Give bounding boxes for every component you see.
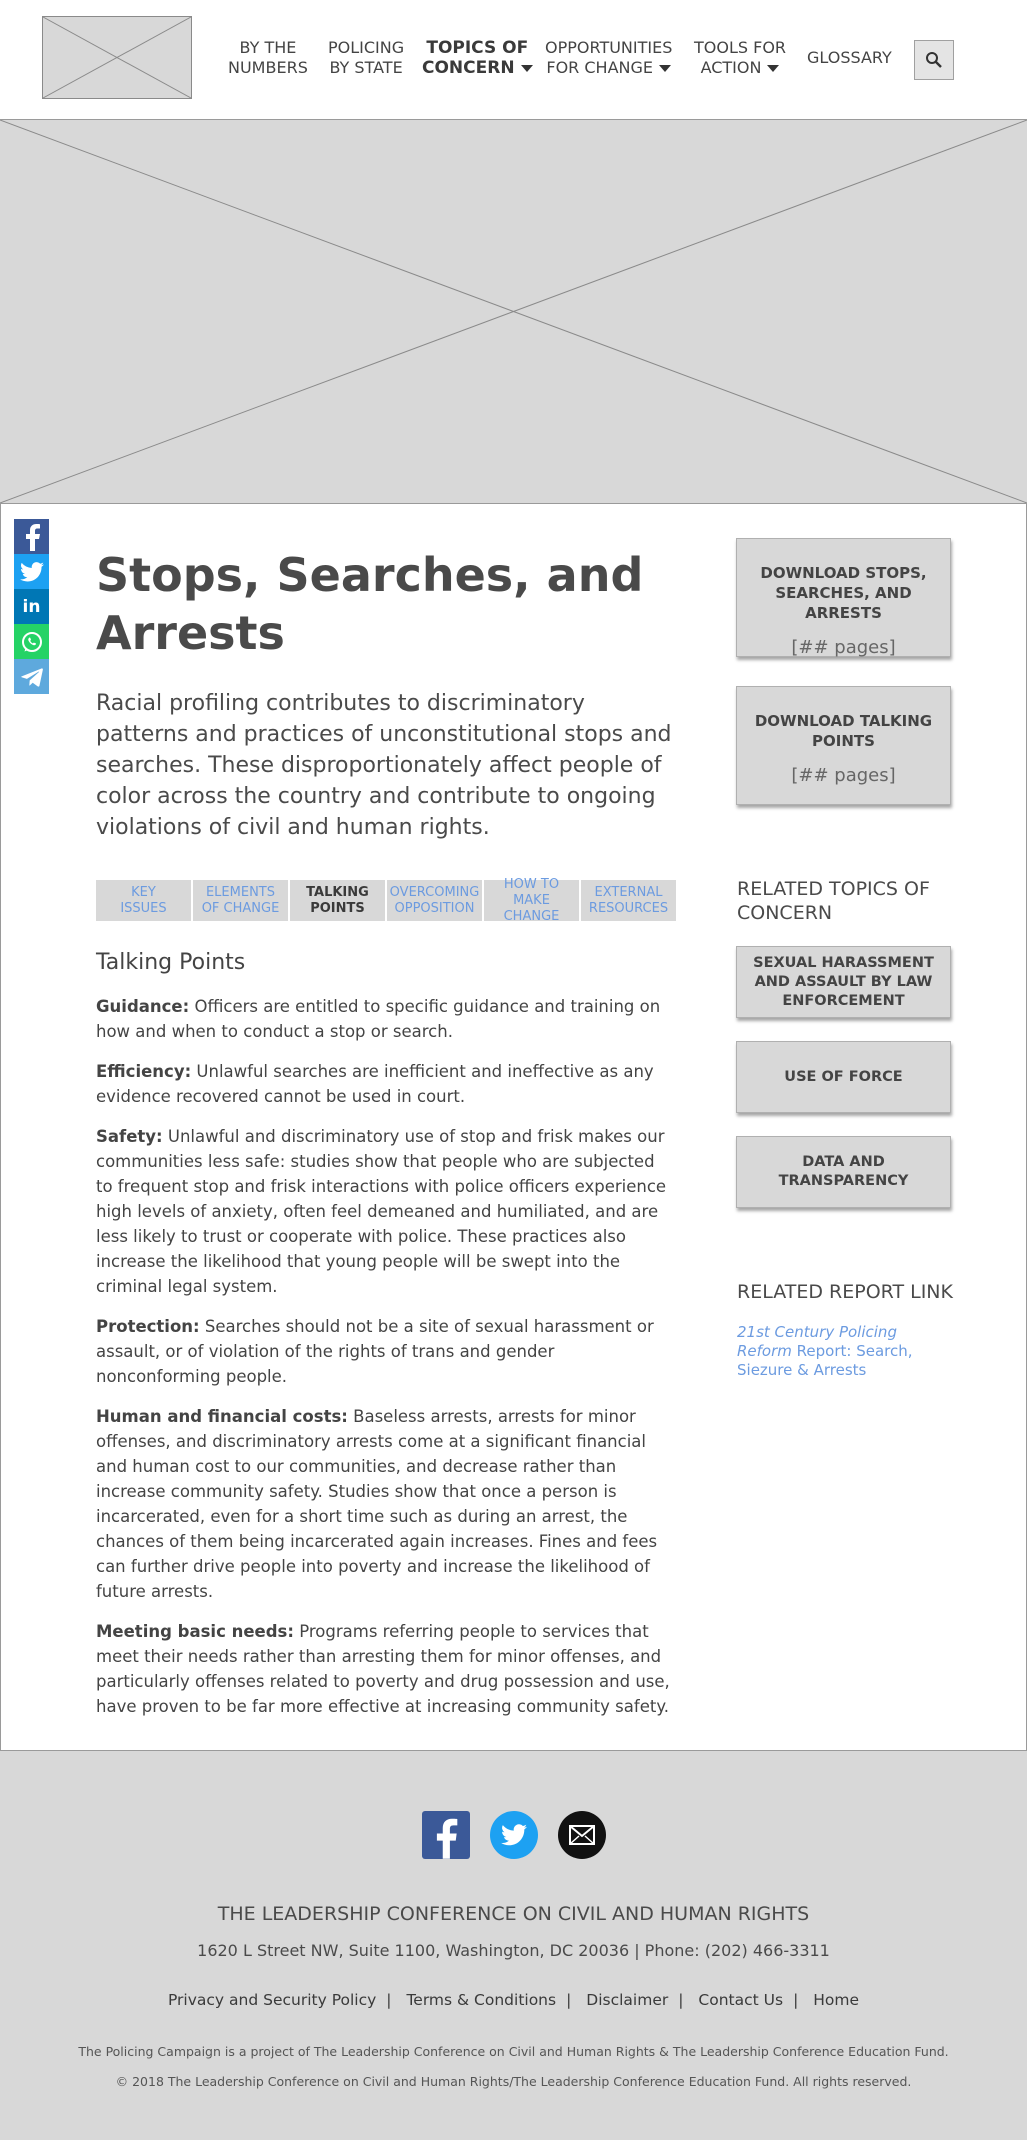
- nav-label: BY THE: [239, 38, 297, 57]
- linkedin-icon: in: [22, 596, 41, 617]
- related-report-heading: RELATED REPORT LINK: [737, 1281, 953, 1303]
- tab-label: OVERCOMING: [389, 884, 480, 900]
- envelope-icon: [569, 1825, 595, 1845]
- talking-point: [96, 1619, 676, 1719]
- footer-links: [0, 1991, 1027, 2009]
- tab-key-issues[interactable]: [96, 880, 191, 921]
- link-separator: |: [793, 1991, 799, 2009]
- talking-point-text: Unlawful searches are inefficient and ineffective as any evidence recovered cannot be used in court.: [96, 1062, 654, 1106]
- page-title-line: Arrests: [96, 606, 285, 660]
- footer-link-disclaimer[interactable]: Disclaimer: [586, 1991, 669, 2009]
- download-title-line: DOWNLOAD STOPS,: [760, 564, 927, 582]
- related-topics-heading-line: CONCERN: [737, 902, 833, 924]
- tab-how-to-make-change[interactable]: [484, 876, 579, 924]
- social-share-bar: [14, 519, 49, 694]
- caret-down-icon: [767, 65, 779, 72]
- nav-topics-of-concern[interactable]: [422, 38, 533, 78]
- footer-facebook-link[interactable]: [422, 1811, 470, 1859]
- site-logo-placeholder[interactable]: [42, 16, 192, 99]
- tab-label: CHANGE: [503, 908, 560, 924]
- section-tabs: [96, 876, 676, 924]
- talking-point-label: Meeting basic needs:: [96, 1622, 294, 1641]
- tab-external-resources[interactable]: [581, 880, 676, 921]
- linkedin-share-button[interactable]: [14, 589, 49, 624]
- talking-point: [96, 1059, 676, 1109]
- nav-by-the-numbers[interactable]: [228, 38, 308, 78]
- download-title-line: SEARCHES, AND ARRESTS: [775, 584, 912, 622]
- nav-label: FOR CHANGE: [546, 58, 653, 77]
- site-footer: [0, 1750, 1027, 2140]
- talking-point-text: Officers are entitled to specific guidance and training on how and when to conduct a stop or search.: [96, 997, 661, 1041]
- nav-label: BY STATE: [329, 58, 403, 77]
- talking-point-label: Protection:: [96, 1317, 200, 1336]
- link-separator: |: [386, 1991, 392, 2009]
- footer-link-privacy[interactable]: Privacy and Security Policy: [167, 1991, 377, 2009]
- report-link-title: 21st Century Policing Reform: [737, 1323, 897, 1360]
- facebook-share-button[interactable]: [14, 519, 49, 554]
- nav-label: TOOLS FOR: [694, 38, 787, 57]
- tab-label: TALKING: [306, 884, 369, 900]
- tab-label: EXTERNAL: [594, 884, 663, 900]
- download-title-line: DOWNLOAD TALKING: [754, 712, 933, 730]
- download-title: [737, 563, 950, 623]
- talking-point: [96, 1404, 676, 1604]
- tab-label: HOW TO MAKE: [503, 876, 560, 908]
- whatsapp-icon: [20, 630, 44, 654]
- nav-label: GLOSSARY: [807, 48, 892, 67]
- talking-point-text: Unlawful and discriminatory use of stop and frisk makes our communities less safe: studies show that people who are subjected to frequent stop and frisk interactions with police officers experience high levels of anxiety, often feel demeaned and humiliated, and are less likely to trust or cooperate with police. These practices also increase the likelihood that young people will be swept into the criminal legal system.: [96, 1127, 667, 1296]
- nav-opportunities-for-change[interactable]: [545, 38, 672, 78]
- related-topics-heading-line: RELATED TOPICS OF: [737, 878, 930, 900]
- tab-label: OF CHANGE: [201, 900, 280, 916]
- footer-email-link[interactable]: [558, 1811, 606, 1859]
- related-topic-data-transparency-button[interactable]: DATA AND TRANSPARENCY: [736, 1136, 951, 1208]
- tab-talking-points[interactable]: [290, 880, 385, 921]
- facebook-icon: [433, 1817, 459, 1859]
- tab-label: RESOURCES: [588, 900, 669, 916]
- twitter-icon: [20, 562, 44, 582]
- download-stops-searches-arrests-button[interactable]: [736, 538, 951, 657]
- talking-point: [96, 1124, 676, 1299]
- download-talking-points-button[interactable]: [736, 686, 951, 805]
- tab-label: POINTS: [310, 900, 365, 916]
- talking-point-text: Programs referring people to services that meet their needs rather than arresting them for minor offenses, and particularly offenses related to poverty and drug possession and use, have proven to be far more effective at increasing community safety.: [96, 1622, 670, 1716]
- telegram-share-button[interactable]: [14, 659, 49, 694]
- footer-address: 1620 L Street NW, Suite 1100, Washington, DC 20036 | Phone: (202) 466-3311: [197, 1941, 830, 1960]
- tab-label: KEY: [131, 884, 156, 900]
- footer-project-note: The Policing Campaign is a project of The Leadership Conference on Civil and Human Rights & The Leadership Conference Education Fund.: [78, 2044, 949, 2059]
- talking-point-label: Safety:: [96, 1127, 163, 1146]
- footer-link-contact[interactable]: Contact Us: [698, 1991, 784, 2009]
- talking-point-label: Efficiency:: [96, 1062, 192, 1081]
- talking-point: [96, 994, 676, 1044]
- talking-point-text: Searches should not be a site of sexual harassment or assault, or of violation of the rights of trans and gender nonconforming people.: [96, 1317, 654, 1386]
- talking-point: [96, 1314, 676, 1389]
- nav-tools-for-action[interactable]: [694, 38, 786, 78]
- related-topic-use-of-force-button[interactable]: USE OF FORCE: [736, 1041, 951, 1113]
- talking-point-text: Baseless arrests, arrests for minor offenses, and discriminatory arrests come at a significant financial and human cost to our communities, and decrease rather than increase community safety. Studies show that once a person is incarcerated, even for a short time such as during an arrest, the chances of them being incarcerated again increases. Fines and fees can further drive people into poverty and increase the likelihood of future arrests.: [96, 1407, 658, 1601]
- page-title-line: Stops, Searches, and: [96, 548, 644, 602]
- section-heading: Talking Points: [96, 950, 246, 975]
- nav-label: TOPICS OF: [426, 38, 529, 58]
- whatsapp-share-button[interactable]: [14, 624, 49, 659]
- tab-overcoming-opposition[interactable]: [387, 880, 482, 921]
- nav-label: NUMBERS: [228, 58, 308, 77]
- nav-label: POLICING: [328, 38, 405, 57]
- footer-link-home[interactable]: Home: [813, 1991, 860, 2009]
- tab-label: ISSUES: [120, 900, 167, 916]
- download-title-line: POINTS: [812, 732, 875, 750]
- link-separator: |: [566, 1991, 572, 2009]
- nav-label: OPPORTUNITIES: [545, 38, 673, 57]
- download-page-count: [## pages]: [791, 637, 896, 658]
- tab-elements-of-change[interactable]: [193, 880, 288, 921]
- caret-down-icon: [659, 65, 671, 72]
- footer-social-links: [0, 1811, 1027, 1859]
- site-header: [0, 0, 1027, 120]
- search-icon: [925, 51, 943, 69]
- footer-twitter-link[interactable]: [490, 1811, 538, 1859]
- nav-policing-by-state[interactable]: [328, 38, 404, 78]
- talking-point-label: Guidance:: [96, 997, 190, 1016]
- tab-label: OPPOSITION: [394, 900, 475, 916]
- talking-point-label: Human and financial costs:: [96, 1407, 348, 1426]
- twitter-icon: [501, 1824, 527, 1846]
- facebook-icon: [22, 523, 42, 551]
- nav-label: ACTION: [700, 58, 762, 77]
- related-topic-sexual-harassment-button[interactable]: SEXUAL HARASSMENT AND ASSAULT BY LAW ENFORCEMENT: [736, 946, 951, 1018]
- nav-label: CONCERN: [422, 58, 515, 78]
- talking-points-list: [96, 994, 676, 1734]
- telegram-icon: [21, 667, 43, 687]
- caret-down-icon: [521, 65, 533, 72]
- download-page-count: [## pages]: [791, 765, 896, 786]
- link-separator: |: [678, 1991, 684, 2009]
- footer-link-terms[interactable]: Terms & Conditions: [406, 1991, 557, 2009]
- related-topics-heading: [737, 877, 930, 925]
- twitter-share-button[interactable]: [14, 554, 49, 589]
- page-intro: Racial profiling contributes to discriminatory patterns and practices of unconstitutional stops and searches. These disproportionately affect people of color across the country and contribute to ongoing violations of civil and human rights.: [96, 691, 672, 840]
- tab-label: ELEMENTS: [205, 884, 275, 900]
- download-title: [737, 711, 950, 751]
- related-report-link[interactable]: [737, 1323, 952, 1380]
- search-button[interactable]: [914, 40, 954, 80]
- footer-copyright: © 2018 The Leadership Conference on Civil and Human Rights/The Leadership Conference Education Fund. All rights reserved.: [115, 2074, 912, 2089]
- hero-image-placeholder: [0, 120, 1027, 504]
- report-link-subtitle: Report: Search, Siezure & Arrests: [737, 1342, 913, 1379]
- nav-glossary[interactable]: [807, 48, 892, 68]
- footer-organization-name: THE LEADERSHIP CONFERENCE ON CIVIL AND HUMAN RIGHTS: [217, 1903, 810, 1925]
- page-title: [96, 546, 696, 662]
